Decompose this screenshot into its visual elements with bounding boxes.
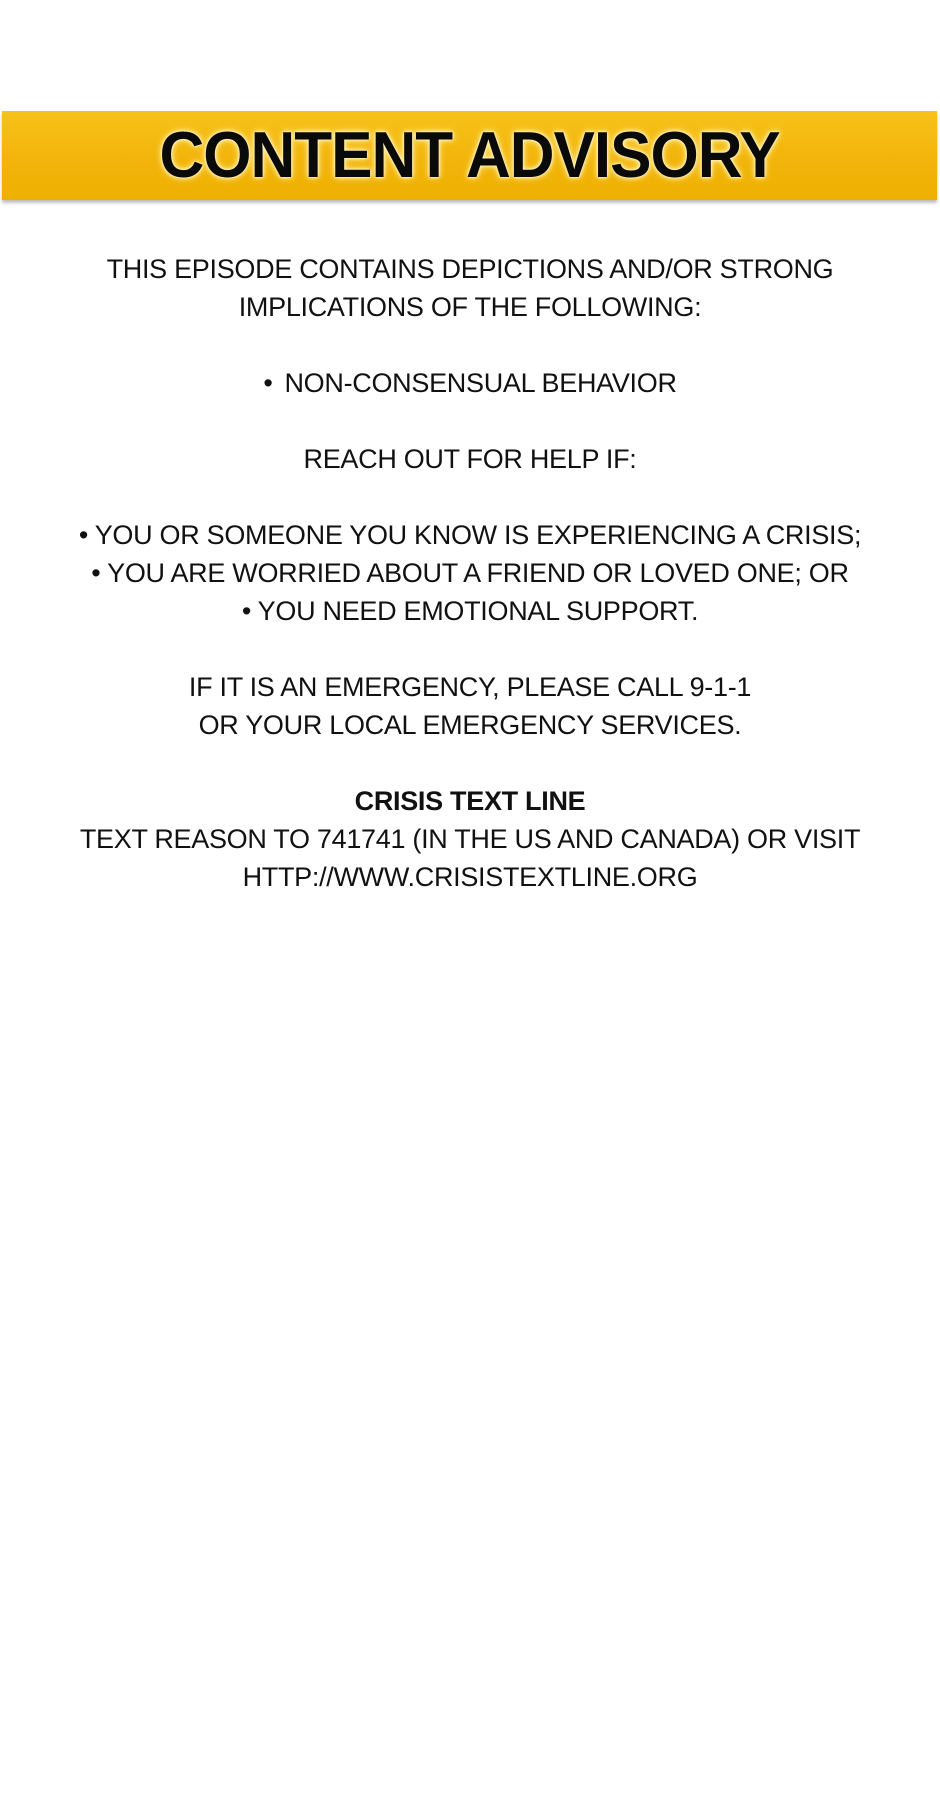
crisis-line-instructions: TEXT REASON TO 741741 (IN THE US AND CANADA) OR VISIT (79, 824, 861, 854)
help-item: • YOU OR SOMEONE YOU KNOW IS EXPERIENCING A CRISIS; (78, 520, 862, 550)
content-advisory-banner (2, 111, 937, 200)
advisory-content (0, 250, 940, 896)
content-item (0, 364, 940, 402)
crisis-line-url: HTTP://WWW.CRISISTEXTLINE.ORG (242, 862, 698, 892)
emergency-paragraph (0, 668, 940, 744)
intro-line-1: THIS EPISODE CONTAINS DEPICTIONS AND/OR STRONG (106, 254, 834, 284)
emergency-line-2: OR YOUR LOCAL EMERGENCY SERVICES. (198, 710, 742, 740)
help-list (0, 516, 940, 630)
crisis-line-title: CRISIS TEXT LINE (354, 786, 586, 816)
bullet-icon: • (263, 368, 273, 398)
help-item: • YOU ARE WORRIED ABOUT A FRIEND OR LOVED ONE; OR (91, 558, 849, 588)
emergency-line-1: IF IT IS AN EMERGENCY, PLEASE CALL 9-1-1 (188, 672, 752, 702)
help-item: • YOU NEED EMOTIONAL SUPPORT. (241, 596, 699, 626)
intro-line-2: IMPLICATIONS OF THE FOLLOWING: (238, 292, 702, 322)
help-heading: REACH OUT FOR HELP IF: (303, 444, 637, 474)
content-item-text: NON-CONSENSUAL BEHAVIOR (284, 368, 677, 398)
crisis-text-line-section (0, 782, 940, 896)
banner-title: CONTENT ADVISORY (159, 119, 780, 192)
intro-paragraph (0, 250, 940, 326)
